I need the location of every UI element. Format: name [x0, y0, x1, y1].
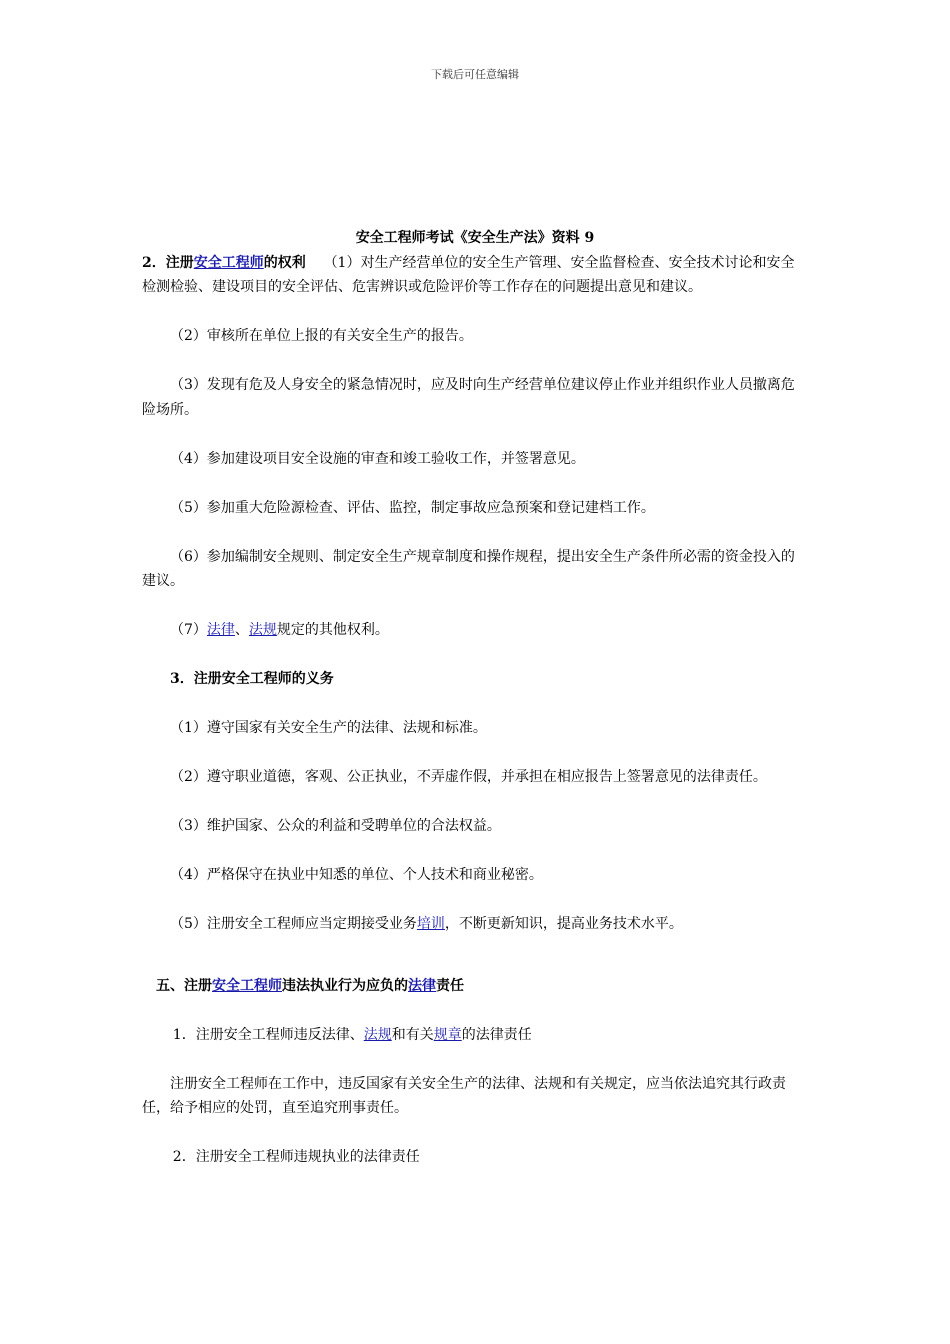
section-5-suffix: 责任 — [436, 977, 464, 994]
link-law-2[interactable]: 法律 — [408, 977, 436, 994]
right-4: （4）参加建设项目安全设施的审查和竣工验收工作，并签署意见。 — [170, 450, 585, 467]
link-training[interactable]: 培训 — [416, 916, 445, 932]
liability-1-prefix: 1．注册安全工程师违反法律、 — [172, 1026, 364, 1043]
section-2-heading — [142, 255, 306, 271]
right-1-text: （1）对生产经营单位的安全生产管理、安全监督检查、安全技术讨论和安全检测检验、建设项目的安全评估、危害辨识或危险评价等工作存在的问题提出意见和建议。 — [142, 254, 795, 295]
link-safety-engineer-2[interactable]: 安全工程师 — [212, 977, 282, 994]
duty-2: （2）遵守职业道德，客观、公正执业，不弄虚作假，并承担在相应报告上签署意见的法律责任。 — [170, 769, 767, 785]
page-header: 下载后可任意编辑 — [431, 68, 519, 81]
document-title: 安全工程师考试《安全生产法》资料 9 — [355, 230, 595, 246]
right-5: （5）参加重大危险源检查、评估、监控，制定事故应急预案和登记建档工作。 — [170, 499, 655, 516]
link-regulation-2[interactable]: 法规 — [363, 1026, 392, 1043]
duty-5-suffix: ，不断更新知识，提高业务技术水平。 — [444, 916, 683, 932]
right-7-prefix: （7） — [170, 622, 207, 638]
liability-1-heading — [142, 1023, 808, 1048]
link-regulation[interactable]: 法规 — [248, 622, 277, 638]
liability-2-heading: 2．注册安全工程师违规执业的法律责任 — [172, 1149, 420, 1165]
right-3: （3）发现有危及人身安全的紧急情况时，应及时向生产经营单位建议停止作业并组织作业人员撤离危险场所。 — [142, 377, 795, 418]
right-7-suffix: 规定的其他权利。 — [276, 622, 389, 638]
liability-1-suffix: 的法律责任 — [461, 1026, 532, 1043]
duty-3: （3）维护国家、公众的利益和受聘单位的合法权益。 — [170, 818, 501, 834]
right-7-separator: 、 — [234, 622, 249, 638]
link-law[interactable]: 法律 — [206, 622, 235, 638]
document-body — [142, 226, 808, 1170]
section-2-heading-suffix: 的权利 — [263, 254, 306, 271]
right-2: （2）审核所在单位上报的有关安全生产的报告。 — [170, 328, 473, 344]
right-7 — [142, 618, 808, 643]
liability-1-paragraph: 注册安全工程师在工作中，违反国家有关安全生产的法律、法规和有关规定，应当依法追究其行政责任，给予相应的处罚，直至追究刑事责任。 — [142, 1075, 786, 1116]
duty-5 — [142, 912, 808, 937]
liability-1-middle: 和有关 — [391, 1026, 434, 1043]
link-safety-engineer[interactable]: 安全工程师 — [193, 254, 264, 271]
section-5-prefix: 五、注册 — [156, 977, 212, 994]
section-2-paragraph — [142, 251, 808, 300]
section-3-heading: 3．注册安全工程师的义务 — [170, 671, 334, 687]
duty-5-prefix: （5）注册安全工程师应当定期接受业务 — [170, 916, 417, 932]
section-2-heading-prefix: 2．注册 — [142, 254, 194, 271]
duty-4: （4）严格保守在执业中知悉的单位、个人技术和商业秘密。 — [170, 867, 543, 883]
link-rules[interactable]: 规章 — [433, 1026, 462, 1043]
section-5-heading — [142, 974, 808, 999]
section-5-middle: 违法执业行为应负的 — [282, 977, 408, 994]
duty-1: （1）遵守国家有关安全生产的法律、法规和标准。 — [170, 720, 487, 736]
right-6: （6）参加编制安全规则、制定安全生产规章制度和操作规程，提出安全生产条件所必需的资金投入的建议。 — [142, 548, 795, 589]
